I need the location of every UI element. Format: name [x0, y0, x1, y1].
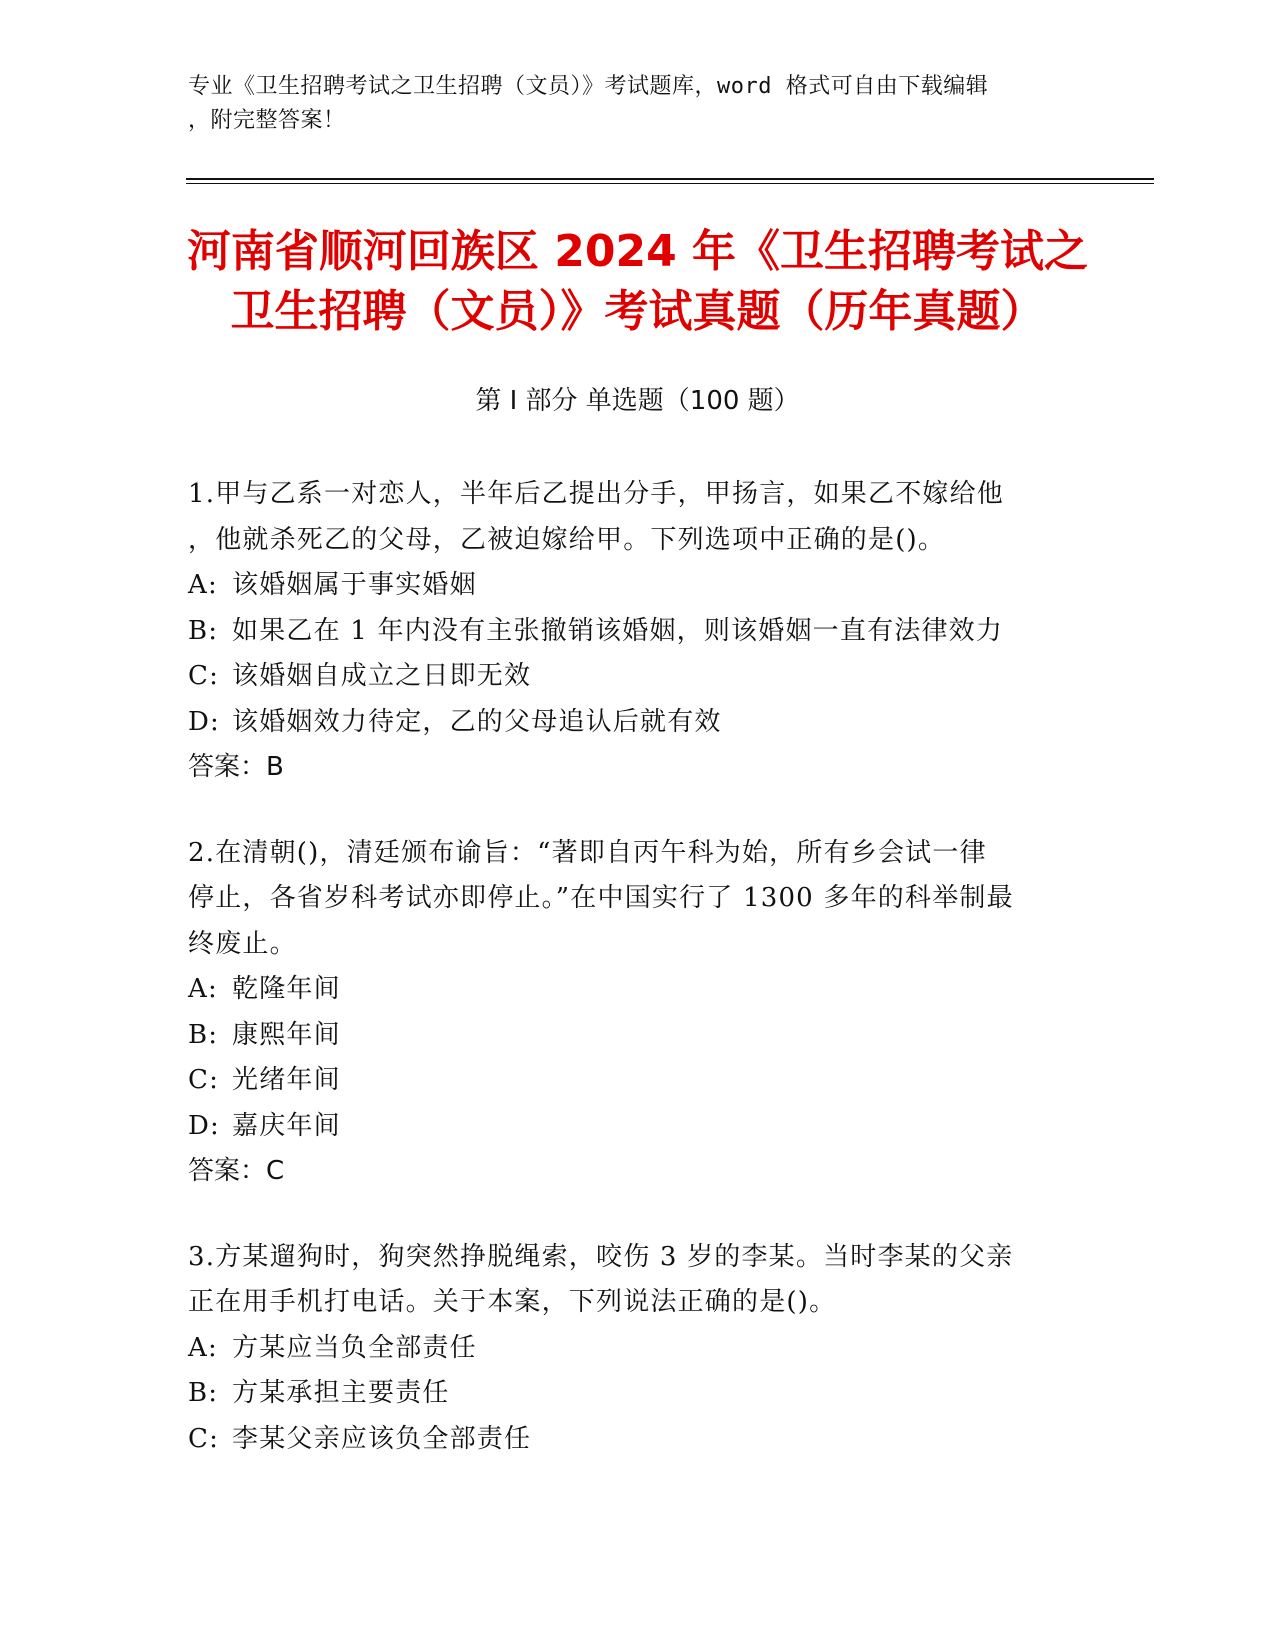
- document-title: [150, 222, 1125, 342]
- option-text: 康熙年间: [232, 1019, 341, 1050]
- header-note: [188, 70, 1088, 138]
- question-2-stem-line-2: 停止，各省岁科考试亦即停止。”在中国实行了 1300 多年的科举制最: [188, 883, 1014, 913]
- option-label: A:: [188, 974, 218, 1004]
- option-label: B:: [188, 615, 219, 646]
- option-text: 该婚姻属于事实婚姻: [232, 570, 477, 600]
- document-title-line-2: 卫生招聘（文员）》考试真题（历年真题）: [230, 286, 1045, 337]
- option-text: 方某承担主要责任: [232, 1378, 450, 1408]
- option-label: A:: [188, 570, 218, 600]
- option-text: 乾隆年间: [232, 974, 341, 1004]
- header-note-line-2: ，附完整答案！: [188, 108, 346, 133]
- question-3-option-c: [188, 1417, 1088, 1463]
- question-1-option-a: [188, 563, 1088, 609]
- question-2-option-d: [188, 1104, 1088, 1150]
- question-1-stem-line-2: ，他就杀死乙的父母，乙被迫嫁给甲。下列选项中正确的是()。: [188, 524, 946, 555]
- question-2: [188, 831, 1088, 1195]
- question-1-option-d: [188, 700, 1088, 746]
- question-3-stem-line-1: 3.方某遛狗时，狗突然挣脱绳索，咬伤 3 岁的李某。当时李某的父亲: [188, 1241, 1014, 1272]
- question-1-option-b: [188, 609, 1088, 655]
- question-1-answer: 答案：B: [188, 752, 284, 782]
- option-label: B:: [188, 1378, 219, 1408]
- question-1-stem-line-1: 1.甲与乙系一对恋人，半年后乙提出分手，甲扬言，如果乙不嫁给他: [188, 479, 1005, 509]
- question-3-option-b: [188, 1371, 1088, 1417]
- header-note-line-1: 专业《卫生招聘考试之卫生招聘（文员）》考试题库，word 格式可自由下载编辑: [188, 74, 989, 99]
- option-text: 光绪年间: [232, 1065, 341, 1095]
- option-text: 嘉庆年间: [232, 1110, 341, 1141]
- option-label: D:: [188, 1110, 221, 1141]
- question-1-option-c: [188, 654, 1088, 700]
- question-1: [188, 472, 1088, 791]
- option-text: 李某父亲应该负全部责任: [232, 1423, 532, 1454]
- question-2-option-a: [188, 967, 1088, 1013]
- option-label: B:: [188, 1019, 219, 1050]
- option-text: 方某应当负全部责任: [232, 1332, 477, 1363]
- option-text: 该婚姻自成立之日即无效: [232, 661, 532, 691]
- section-heading: 第 I 部分 单选题（100 题）: [475, 386, 800, 416]
- option-label: C:: [188, 661, 220, 691]
- question-2-option-b: [188, 1013, 1088, 1059]
- question-2-answer: 答案：C: [188, 1156, 285, 1186]
- option-label: C:: [188, 1065, 220, 1095]
- question-2-stem-line-3: 终废止。: [188, 928, 297, 959]
- option-text: 该婚姻效力待定，乙的父母追认后就有效: [232, 706, 722, 737]
- option-label: D:: [188, 706, 221, 737]
- question-2-stem-line-1: 2.在清朝()，清廷颁布谕旨：“著即自丙午科为始，所有乡会试一律: [188, 837, 987, 868]
- question-3: [188, 1235, 1088, 1463]
- question-2-option-c: [188, 1058, 1088, 1104]
- question-list: [188, 472, 1088, 1502]
- option-label: A:: [188, 1332, 218, 1363]
- header-divider: [186, 178, 1154, 184]
- document-title-line-1: 河南省顺河回族区 2024 年《卫生招聘考试之: [186, 226, 1089, 277]
- question-3-option-a: [188, 1326, 1088, 1372]
- option-label: C:: [188, 1423, 220, 1454]
- option-text: 如果乙在 1 年内没有主张撤销该婚姻，则该婚姻一直有法律效力: [232, 615, 1004, 646]
- question-3-stem-line-2: 正在用手机打电话。关于本案，下列说法正确的是()。: [188, 1287, 837, 1317]
